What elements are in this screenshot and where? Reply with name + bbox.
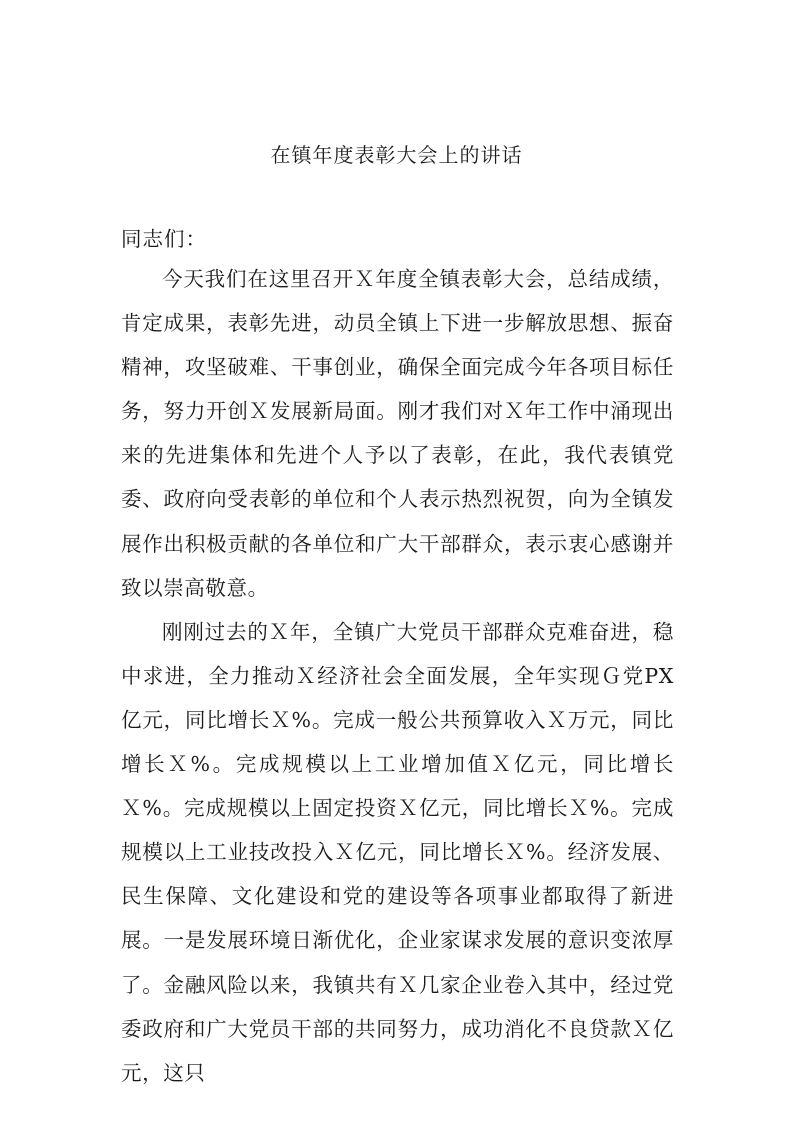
paragraph-2: 刚刚过去的Ｘ年，全镇广大党员干部群众克难奋进，稳中求进，全力推动Ｘ经济社会全面发展，全年实现Ｇ党PX亿元，同比增长Ｘ%。完成一般公共预算收入Ｘ万元，同比增长Ｘ%。完成规模以上工业增加值Ｘ亿元，同比增长Ｘ%。完成规模以上固定投资Ｘ亿元，同比增长Ｘ%。完成规模以上工业技改投入Ｘ亿元，同比增长Ｘ%。经济发展、民生保障、文化建设和党的建设等各项事业都取得了新进展。一是发展环境日渐优化，企业家谋求发展的意识变浓厚了。金融风险以来，我镇共有Ｘ几家企业卷入其中，经过党委政府和广大党员干部的共同努力，成功消化不良贷款Ｘ亿元，这只 (121, 619, 674, 1085)
document-title: 在镇年度表彰大会上的讲话 (270, 143, 523, 167)
paragraph-1: 今天我们在这里召开Ｘ年度全镇表彰大会，总结成绩，肯定成果，表彰先进，动员全镇上下进一步解放思想、振奋精神，攻坚破难、干事创业，确保全面完成今年各项目标任务，努力开创Ｘ发展新局面。刚才我们对Ｘ年工作中涌现出来的先进集体和先进个人予以了表彰，在此，我代表镇党委、政府向受表彰的单位和个人表示热烈祝贺，向为全镇发展作出积极贡献的各单位和广大干部群众，表示衷心感谢并致以崇高敬意。 (121, 267, 674, 600)
salutation: 同志们： (121, 227, 207, 251)
document-body (121, 257, 674, 1095)
